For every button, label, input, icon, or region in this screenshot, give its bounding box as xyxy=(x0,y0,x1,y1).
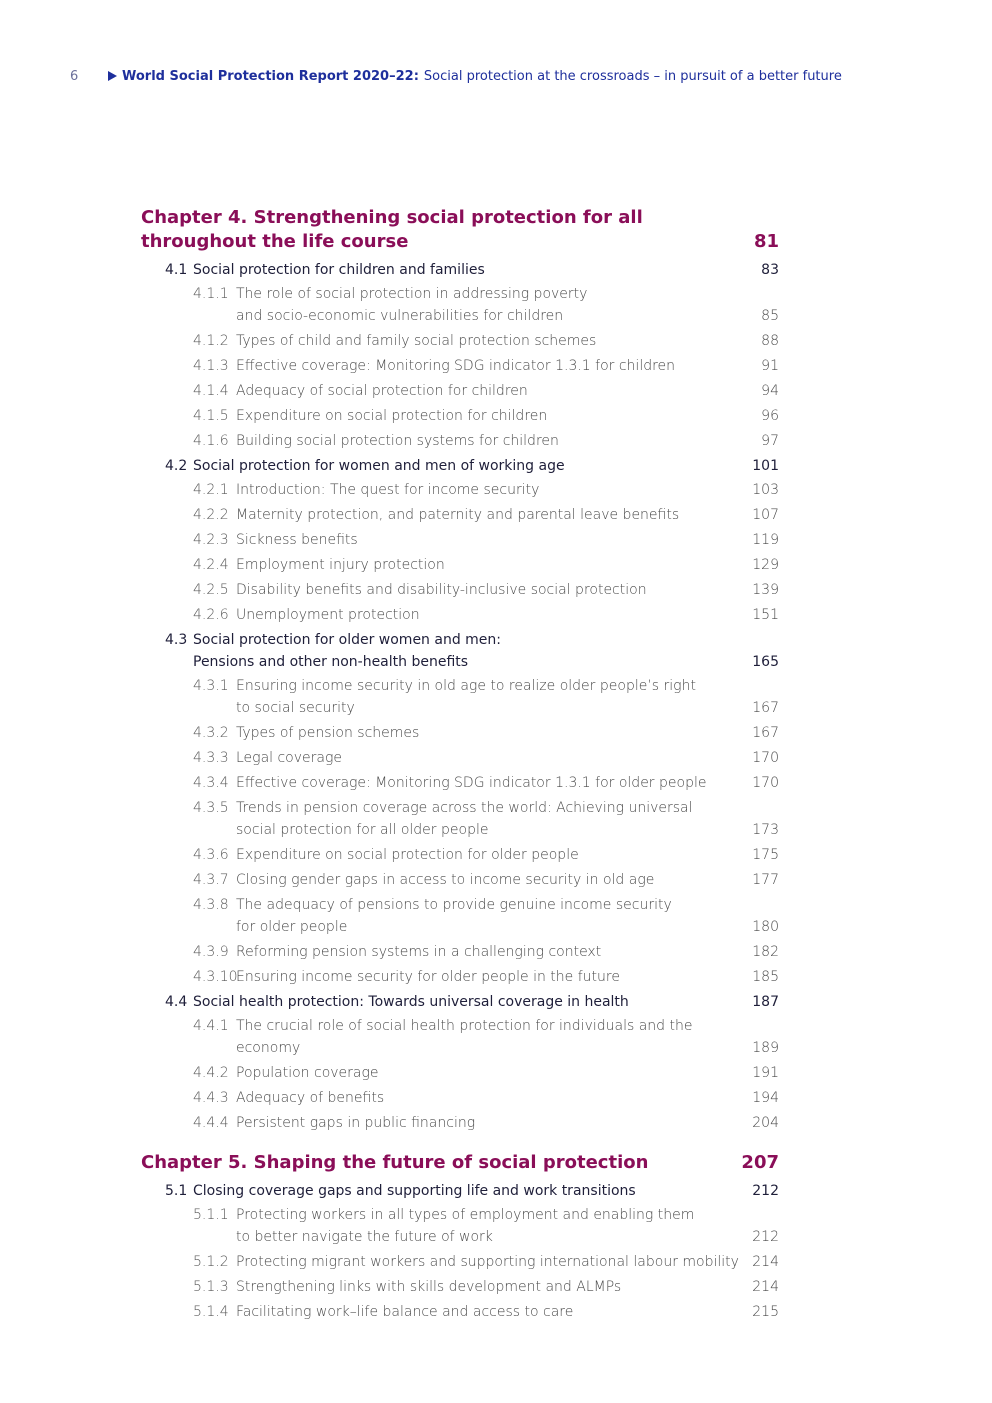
subsection-title xyxy=(236,894,739,938)
subsection-number: 4.1.6 xyxy=(193,433,229,449)
subsection-title-line1: Population coverage xyxy=(236,1065,379,1081)
toc-subsection-entry[interactable] xyxy=(141,529,779,551)
subsection-title xyxy=(236,479,739,501)
subsection-title-line2: to better navigate the future of work xyxy=(236,1229,493,1245)
subsection-title xyxy=(236,1276,739,1298)
toc-subsection-entry[interactable] xyxy=(141,430,779,452)
subsection-number: 5.1.1 xyxy=(193,1207,229,1223)
toc-subsection-entry[interactable] xyxy=(141,1087,779,1109)
section-title xyxy=(193,259,739,281)
toc-subsection-entry[interactable] xyxy=(141,355,779,377)
toc-subsection-left xyxy=(193,430,739,452)
subsection-title xyxy=(236,1204,739,1248)
toc-subsection-entry[interactable] xyxy=(141,675,779,719)
toc-subsection-entry[interactable] xyxy=(141,405,779,427)
subsection-title xyxy=(236,554,739,576)
subsection-title-line1: Closing gender gaps in access to income security in old age xyxy=(236,872,655,888)
toc-subsection-left xyxy=(193,966,739,988)
subsection-title-line1: Building social protection systems for children xyxy=(236,433,559,449)
toc-subsection-entry[interactable] xyxy=(141,966,779,988)
subsection-title-line1: Legal coverage xyxy=(236,750,342,766)
toc-subsection-left xyxy=(193,1301,739,1323)
toc-section-entry[interactable] xyxy=(141,991,779,1013)
toc-section-row xyxy=(165,629,779,673)
subsection-title xyxy=(236,330,739,352)
toc-subsection-entry[interactable] xyxy=(141,797,779,841)
subsection-title-line2: for older people xyxy=(236,919,348,935)
subsection-number: 4.1.5 xyxy=(193,408,229,424)
subsection-title-line1: The role of social protection in addressing poverty xyxy=(236,286,588,302)
toc-subsection-left xyxy=(193,1062,739,1084)
subsection-number: 4.2.2 xyxy=(193,507,229,523)
subsection-number: 4.3.10 xyxy=(193,969,238,985)
chapter-page-number: 207 xyxy=(741,1152,779,1173)
subsection-page-number: 96 xyxy=(761,408,779,424)
chapter-page-number: 81 xyxy=(753,231,779,252)
chapter-title: Chapter 4. Strengthening social protection for all xyxy=(141,207,643,228)
section-page-number: 212 xyxy=(752,1183,779,1199)
subsection-title xyxy=(236,604,739,626)
toc-section-left xyxy=(165,455,739,477)
toc-subsection-entry[interactable] xyxy=(141,283,779,327)
toc-section-left xyxy=(165,991,739,1013)
subsection-number: 4.3.1 xyxy=(193,678,229,694)
subsection-page-number: 85 xyxy=(761,308,779,324)
toc-subsection-left xyxy=(193,894,739,938)
subsection-page-number: 97 xyxy=(761,433,779,449)
subsection-title-line1: Unemployment protection xyxy=(236,607,420,623)
toc-subsection-entry[interactable] xyxy=(141,1015,779,1059)
subsection-number: 4.1.1 xyxy=(193,286,229,302)
toc-subsection-left xyxy=(193,604,739,626)
toc-subsection-entry[interactable] xyxy=(141,579,779,601)
toc-section-row xyxy=(165,259,779,281)
subsection-title-line1: Expenditure on social protection for older people xyxy=(236,847,579,863)
toc-subsection-left xyxy=(193,722,739,744)
subsection-title-line1: Protecting workers in all types of employment and enabling them xyxy=(236,1207,695,1223)
running-header xyxy=(70,66,952,86)
toc-subsection-left xyxy=(193,747,739,769)
subsection-title xyxy=(236,430,739,452)
toc-subsection-left xyxy=(193,355,739,377)
toc-subsection-left xyxy=(193,1251,739,1273)
subsection-number: 4.1.4 xyxy=(193,383,229,399)
section-page-number: 101 xyxy=(752,458,779,474)
subsection-page-number: 173 xyxy=(752,822,779,838)
subsection-page-number: 151 xyxy=(752,607,779,623)
section-number: 4.4 xyxy=(165,994,188,1010)
subsection-number: 4.3.5 xyxy=(193,800,229,816)
section-title xyxy=(193,455,739,477)
table-of-contents xyxy=(141,206,779,1326)
toc-subsection-entry[interactable] xyxy=(141,722,779,744)
subsection-title-line2: to social security xyxy=(236,700,355,716)
subsection-number: 4.3.4 xyxy=(193,775,229,791)
section-title-line1: Closing coverage gaps and supporting life and work transitions xyxy=(193,1183,636,1199)
subsection-page-number: 185 xyxy=(752,969,779,985)
subsection-page-number: 215 xyxy=(752,1304,779,1320)
section-number: 5.1 xyxy=(165,1183,188,1199)
toc-subsection-left xyxy=(193,844,739,866)
section-page-number: 165 xyxy=(752,654,779,670)
subsection-page-number: 119 xyxy=(752,532,779,548)
toc-subsection-entry[interactable] xyxy=(141,772,779,794)
toc-subsection-left xyxy=(193,1204,739,1248)
subsection-title-line1: Strengthening links with skills development and ALMPs xyxy=(236,1279,622,1295)
subsection-number: 4.2.5 xyxy=(193,582,229,598)
chapter-title-line xyxy=(141,206,779,230)
subsection-title-line1: Expenditure on social protection for children xyxy=(236,408,548,424)
subsection-page-number: 167 xyxy=(752,700,779,716)
subsection-page-number: 204 xyxy=(752,1115,779,1131)
subsection-title-line1: Effective coverage: Monitoring SDG indicator 1.3.1 for older people xyxy=(236,775,707,791)
subsection-page-number: 194 xyxy=(752,1090,779,1106)
subsection-number: 4.4.4 xyxy=(193,1115,229,1131)
toc-subsection-entry[interactable] xyxy=(141,1062,779,1084)
subsection-page-number: 182 xyxy=(752,944,779,960)
toc-subsection-left xyxy=(193,380,739,402)
toc-subsection-left xyxy=(193,1112,739,1134)
subsection-title-line1: Trends in pension coverage across the world: Achieving universal xyxy=(236,800,693,816)
toc-subsection-left xyxy=(193,941,739,963)
subsection-title-line1: Sickness benefits xyxy=(236,532,358,548)
toc-section-row xyxy=(165,1180,779,1202)
subsection-number: 4.2.4 xyxy=(193,557,229,573)
page-number: 6 xyxy=(70,68,79,84)
toc-subsection-left xyxy=(193,772,739,794)
section-number: 4.3 xyxy=(165,632,188,648)
subsection-page-number: 177 xyxy=(752,872,779,888)
subsection-page-number: 189 xyxy=(752,1040,779,1056)
subsection-title-line2: social protection for all older people xyxy=(236,822,489,838)
subsection-page-number: 103 xyxy=(752,482,779,498)
subsection-number: 4.3.9 xyxy=(193,944,229,960)
report-title: World Social Protection Report 2020–22: xyxy=(122,68,419,84)
subsection-page-number: 214 xyxy=(752,1254,779,1270)
chapter-title-cont: throughout the life course xyxy=(141,231,409,252)
subsection-number: 4.3.8 xyxy=(193,897,229,913)
subsection-number: 5.1.4 xyxy=(193,1304,229,1320)
subsection-title-line1: Employment injury protection xyxy=(236,557,445,573)
subsection-title xyxy=(236,1015,739,1059)
toc-subsection-left xyxy=(193,1015,739,1059)
toc-section-left xyxy=(165,629,739,673)
subsection-page-number: 88 xyxy=(761,333,779,349)
toc-subsection-entry[interactable] xyxy=(141,1301,779,1323)
subsection-title-line1: Protecting migrant workers and supporting international labour mobility xyxy=(236,1254,739,1270)
subsection-number: 4.2.1 xyxy=(193,482,229,498)
section-number: 4.2 xyxy=(165,458,188,474)
toc-section-entry[interactable] xyxy=(141,455,779,477)
toc-subsection-left xyxy=(193,529,739,551)
section-number: 4.1 xyxy=(165,262,188,278)
chapter-title-line xyxy=(141,1151,779,1175)
toc-section-entry[interactable] xyxy=(141,629,779,673)
toc-subsection-entry[interactable] xyxy=(141,747,779,769)
subsection-title xyxy=(236,283,739,327)
subsection-title xyxy=(236,722,739,744)
section-page-number: 187 xyxy=(752,994,779,1010)
toc-section-row xyxy=(165,991,779,1013)
toc-subsection-left xyxy=(193,405,739,427)
subsection-title-line1: Disability benefits and disability-inclusive social protection xyxy=(236,582,647,598)
toc-subsection-entry[interactable] xyxy=(141,554,779,576)
toc-subsection-entry[interactable] xyxy=(141,869,779,891)
subsection-title xyxy=(236,869,739,891)
subsection-title xyxy=(236,405,739,427)
toc-section-left xyxy=(165,259,739,281)
subsection-title xyxy=(236,1087,739,1109)
subsection-page-number: 180 xyxy=(752,919,779,935)
subsection-title xyxy=(236,529,739,551)
toc-subsection-left xyxy=(193,797,739,841)
subsection-title-line1: The crucial role of social health protection for individuals and the economy xyxy=(236,1018,693,1056)
subsection-title xyxy=(236,1301,739,1323)
toc-subsection-left xyxy=(193,283,739,327)
toc-subsection-left xyxy=(193,579,739,601)
section-title xyxy=(193,1180,739,1202)
subsection-title-line1: Adequacy of social protection for children xyxy=(236,383,528,399)
toc-subsection-entry[interactable] xyxy=(141,894,779,938)
subsection-number: 4.4.3 xyxy=(193,1090,229,1106)
subsection-title xyxy=(236,355,739,377)
toc-subsection-left xyxy=(193,1276,739,1298)
subsection-title-line1: Reforming pension systems in a challenging context xyxy=(236,944,602,960)
toc-section-row xyxy=(165,455,779,477)
subsection-number: 4.3.7 xyxy=(193,872,229,888)
toc-subsection-left xyxy=(193,675,739,719)
subsection-number: 5.1.2 xyxy=(193,1254,229,1270)
toc-section-entry[interactable] xyxy=(141,259,779,281)
toc-subsection-left xyxy=(193,479,739,501)
chapter-title: Chapter 5. Shaping the future of social protection xyxy=(141,1152,649,1173)
triangle-right-icon xyxy=(108,71,117,81)
toc-subsection-entry[interactable] xyxy=(141,479,779,501)
toc-subsection-left xyxy=(193,504,739,526)
subsection-title-line1: Ensuring income security in old age to realize older people’s right xyxy=(236,678,696,694)
toc-section-entry[interactable] xyxy=(141,1180,779,1202)
subsection-page-number: 91 xyxy=(761,358,779,374)
chapter-heading[interactable] xyxy=(141,206,779,254)
subsection-title xyxy=(236,797,739,841)
subsection-page-number: 139 xyxy=(752,582,779,598)
subsection-number: 4.2.6 xyxy=(193,607,229,623)
toc-subsection-entry[interactable] xyxy=(141,330,779,352)
subsection-page-number: 170 xyxy=(752,750,779,766)
toc-subsection-entry[interactable] xyxy=(141,1276,779,1298)
subsection-title xyxy=(236,675,739,719)
toc-subsection-entry[interactable] xyxy=(141,380,779,402)
subsection-title xyxy=(236,772,739,794)
subsection-title-line1: Effective coverage: Monitoring SDG indicator 1.3.1 for children xyxy=(236,358,676,374)
chapter-spacer xyxy=(141,1137,779,1151)
subsection-page-number: 214 xyxy=(752,1279,779,1295)
subsection-number: 4.1.2 xyxy=(193,333,229,349)
toc-subsection-entry[interactable] xyxy=(141,504,779,526)
subsection-number: 4.3.2 xyxy=(193,725,229,741)
subsection-title xyxy=(236,1062,739,1084)
section-title-line1: Social protection for older women and men: xyxy=(193,632,502,648)
toc-subsection-entry[interactable] xyxy=(141,1251,779,1273)
section-title-line1: Social protection for women and men of working age xyxy=(193,458,565,474)
toc-subsection-left xyxy=(193,869,739,891)
subsection-page-number: 94 xyxy=(761,383,779,399)
subsection-number: 4.3.3 xyxy=(193,750,229,766)
subsection-title xyxy=(236,380,739,402)
subsection-page-number: 129 xyxy=(752,557,779,573)
toc-subsection-entry[interactable] xyxy=(141,604,779,626)
toc-subsection-left xyxy=(193,1087,739,1109)
subsection-title-line1: Ensuring income security for older people in the future xyxy=(236,969,620,985)
subsection-title-line1: Facilitating work–life balance and access to care xyxy=(236,1304,574,1320)
subsection-number: 4.4.1 xyxy=(193,1018,229,1034)
subsection-number: 5.1.3 xyxy=(193,1279,229,1295)
subsection-page-number: 167 xyxy=(752,725,779,741)
report-subtitle: Social protection at the crossroads – in pursuit of a better future xyxy=(423,68,842,84)
toc-subsection-left xyxy=(193,554,739,576)
subsection-page-number: 170 xyxy=(752,775,779,791)
subsection-title xyxy=(236,747,739,769)
toc-subsection-entry[interactable] xyxy=(141,941,779,963)
subsection-title-line1: Adequacy of benefits xyxy=(236,1090,385,1106)
chapter-heading[interactable] xyxy=(141,1151,779,1175)
subsection-title xyxy=(236,844,739,866)
subsection-number: 4.1.3 xyxy=(193,358,229,374)
subsection-page-number: 191 xyxy=(752,1065,779,1081)
subsection-title-line1: Types of pension schemes xyxy=(236,725,420,741)
subsection-title-line1: Maternity protection, and paternity and parental leave benefits xyxy=(236,507,680,523)
section-title-line1: Social health protection: Towards universal coverage in health xyxy=(193,994,629,1010)
section-title-line1: Social protection for children and families xyxy=(193,262,485,278)
toc-subsection-left xyxy=(193,330,739,352)
toc-subsection-entry[interactable] xyxy=(141,844,779,866)
subsection-page-number: 175 xyxy=(752,847,779,863)
section-title xyxy=(193,991,739,1013)
subsection-title-line1: Introduction: The quest for income security xyxy=(236,482,540,498)
section-title xyxy=(193,629,739,673)
subsection-title xyxy=(236,579,739,601)
subsection-title-line1: The adequacy of pensions to provide genuine income security xyxy=(236,897,672,913)
subsection-number: 4.2.3 xyxy=(193,532,229,548)
subsection-title xyxy=(236,1251,739,1273)
subsection-number: 4.3.6 xyxy=(193,847,229,863)
subsection-title xyxy=(236,504,739,526)
toc-section-left xyxy=(165,1180,739,1202)
subsection-title-line2: and socio-economic vulnerabilities for children xyxy=(236,308,564,324)
subsection-page-number: 212 xyxy=(752,1229,779,1245)
section-page-number: 83 xyxy=(761,262,779,278)
subsection-title xyxy=(236,966,739,988)
subsection-title xyxy=(236,1112,739,1134)
section-title-line2: Pensions and other non-health benefits xyxy=(193,654,469,670)
chapter-title-line xyxy=(141,230,779,254)
subsection-number: 4.4.2 xyxy=(193,1065,229,1081)
toc-subsection-entry[interactable] xyxy=(141,1112,779,1134)
toc-subsection-entry[interactable] xyxy=(141,1204,779,1248)
subsection-title xyxy=(236,941,739,963)
subsection-title-line1: Persistent gaps in public financing xyxy=(236,1115,476,1131)
subsection-page-number: 107 xyxy=(752,507,779,523)
subsection-title-line1: Types of child and family social protection schemes xyxy=(236,333,597,349)
